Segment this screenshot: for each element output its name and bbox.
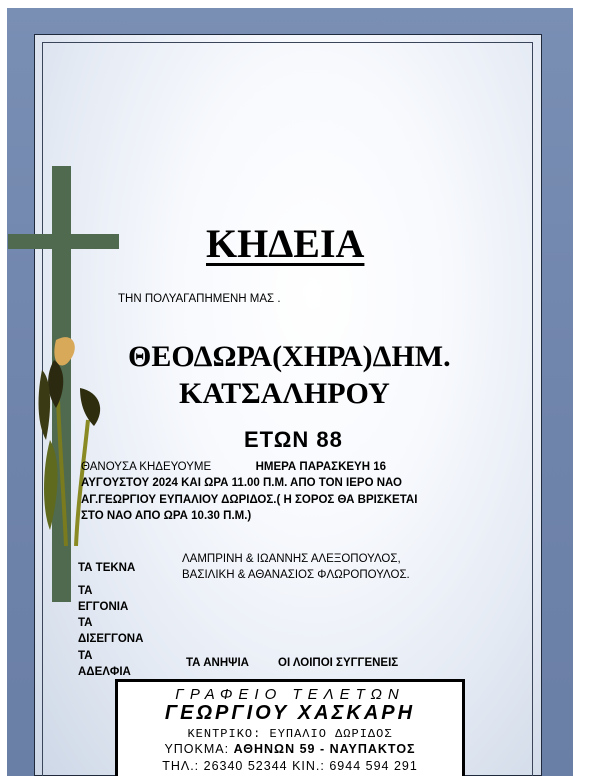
announcement-line1: [81, 461, 386, 473]
great-grandchildren-label-b: ΔΙΣΕΓΓΟΝΑ: [78, 633, 144, 645]
nephews-label: ΤΑ ΑΝΗΨΙΑ: [186, 657, 249, 669]
announcement-line1-b: ΗΜΕΡΑ ΠΑΡΑΣΚΕΥΗ 16: [255, 461, 387, 473]
funeral-office-box: [115, 679, 465, 776]
announcement-line2: ΑΥΓΟΥΣΤΟΥ 2024 ΚΑΙ ΩΡΑ 11.00 Π.Μ. ΑΠΟ ΤΟΝ ΙΕΡΟ ΝΑΟ: [81, 477, 402, 489]
office-branch-value: ΑΘΗΝΩΝ 59 - ΝΑΥΠΑΚΤΟΣ: [233, 742, 416, 756]
deceased-name-line1: ΘΕΟΔΩΡΑ(ΧΗΡΑ)ΔΗΜ.: [128, 340, 451, 373]
siblings-label-a: ΤΑ: [78, 650, 93, 662]
announcement-line4: ΣΤΟ ΝΑΟ ΑΠΟ ΩΡΑ 10.30 Π.Μ.): [81, 510, 252, 522]
deceased-age: ΕΤΩΝ 88: [244, 427, 343, 452]
children-line2: ΒΑΣΙΛΙΚΗ & ΑΘΑΝΑΣΙΟΣ ΦΛΩΡΟΠΟΥΛΟΣ.: [182, 569, 410, 581]
cross-bar: [8, 234, 119, 249]
announcement-line1-a: ΘΑΝΟΥΣΑ ΚΗΔΕΥΟΥΜΕ: [81, 461, 212, 473]
office-main-address: ΚΕΝΤΡΙΚΟ: ΕΥΠΑΛΙΟ ΔΩΡΙΔΟΣ: [187, 727, 393, 741]
notice-title: ΚΗΔΕΙΑ: [206, 221, 365, 266]
office-name: ΓΕΩΡΓΙΟΥ ΧΑΣΚΑΡΗ: [164, 702, 416, 724]
great-grandchildren-label-a: ΤΑ: [78, 617, 93, 629]
office-phones: ΤΗΛ.: 26340 52344 ΚΙΝ.: 6944 594 291: [162, 759, 418, 773]
office-branch-label: ΥΠΟΚΜΑ:: [164, 742, 230, 756]
office-line1: ΓΡΑΦΕΙΟ ΤΕΛΕΤΩΝ: [175, 686, 405, 703]
grandchildren-label-b: ΕΓΓΟΝΙΑ: [78, 601, 129, 613]
announcement-line3: ΑΓ.ΓΕΩΡΓΙΟΥ ΕΥΠΑΛΙΟΥ ΔΩΡΙΔΟΣ.( Η ΣΟΡΟΣ ΘΑ ΒΡΙΣΚΕΤΑΙ: [81, 494, 418, 506]
grandchildren-label-a: ΤΑ: [78, 585, 93, 597]
deceased-name-line2: ΚΑΤΣΑΛΗΡΟΥ: [179, 377, 390, 410]
relatives-label: ΟΙ ΛΟΙΠΟΙ ΣΥΓΓΕΝΕΙΣ: [278, 657, 399, 669]
children-label: ΤΑ ΤΕΚΝΑ: [78, 562, 136, 574]
siblings-label-b: ΑΔΕΛΦΙΑ: [78, 666, 131, 678]
intro-text: ΤΗΝ ΠΟΛΥΑΓΑΠΗΜΕΝΗ ΜΑΣ .: [118, 293, 281, 305]
children-line1: ΛΑΜΠΡΙΝΗ & ΙΩΑΝΝΗΣ ΑΛΕΞΟΠΟΥΛΟΣ,: [182, 553, 401, 565]
office-branch-address: [118, 742, 462, 756]
